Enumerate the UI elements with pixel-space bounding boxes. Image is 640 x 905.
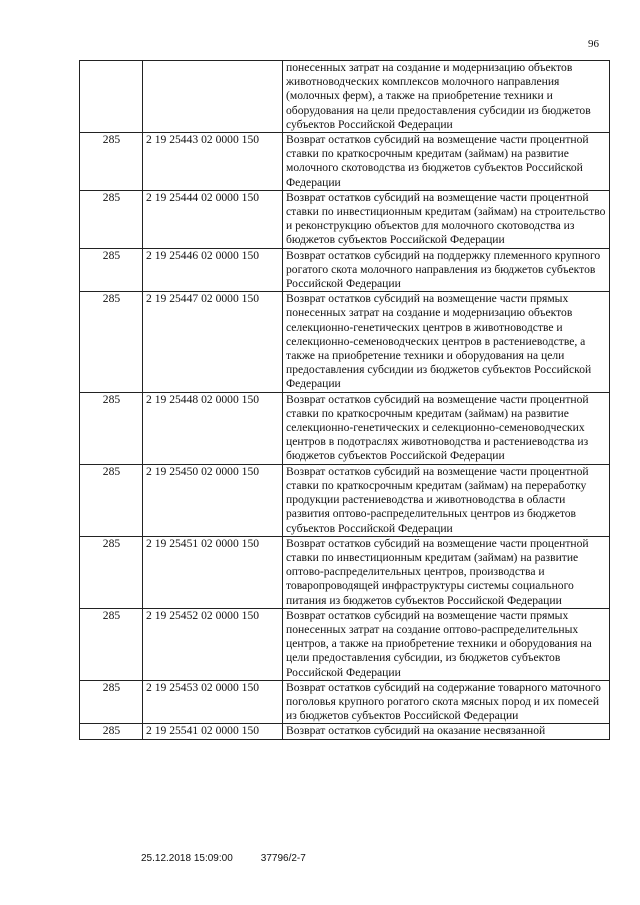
table-row [80, 248, 610, 292]
description-text: Возврат остатков субсидий на содержание товарного маточного поголовья крупного рогатого скота мясных пород и их помесей из бюджетов субъектов Российской Федерации [286, 680, 601, 723]
page-number: 96 [588, 38, 599, 50]
budget-codes-table [79, 60, 610, 740]
admin-code-cell: 285 [80, 248, 143, 292]
admin-code-cell: 285 [80, 133, 143, 191]
admin-code-cell: 285 [80, 680, 143, 724]
description-cell [283, 608, 610, 680]
admin-code-cell: 285 [80, 392, 143, 464]
description-cell [283, 464, 610, 536]
description-text: Возврат остатков субсидий на возмещение части процентной ставки по краткосрочным кредитам (займам) на развитие молочного скотоводства из бюджетов субъектов Российской Федерации [286, 133, 589, 189]
admin-code-cell: 285 [80, 292, 143, 392]
table-row [80, 608, 610, 680]
table-row [80, 680, 610, 724]
table-row [80, 133, 610, 191]
budget-code-cell: 2 19 25451 02 0000 150 [143, 536, 283, 608]
description-cell [283, 724, 610, 739]
budget-code-cell: 2 19 25453 02 0000 150 [143, 680, 283, 724]
table-row [80, 190, 610, 248]
description-cell [283, 61, 610, 133]
admin-code-cell: 285 [80, 464, 143, 536]
budget-code-cell: 2 19 25448 02 0000 150 [143, 392, 283, 464]
description-cell [283, 248, 610, 292]
admin-code-cell: 285 [80, 724, 143, 739]
budget-code-cell: 2 19 25446 02 0000 150 [143, 248, 283, 292]
budget-code-cell: 2 19 25447 02 0000 150 [143, 292, 283, 392]
description-cell [283, 536, 610, 608]
footer [141, 853, 306, 864]
description-cell [283, 133, 610, 191]
table-row [80, 724, 610, 739]
budget-code-cell [143, 61, 283, 133]
budget-code-cell: 2 19 25450 02 0000 150 [143, 464, 283, 536]
description-cell [283, 392, 610, 464]
description-text: Возврат остатков субсидий на возмещение части прямых понесенных затрат на создание оптово-распределительных центров, а также на приобретение техники и оборудования на цели предоставления субсидии, из бюджетов субъектов Российской Федерации [286, 608, 592, 679]
table-row [80, 61, 610, 133]
table-row [80, 392, 610, 464]
description-cell [283, 680, 610, 724]
budget-code-cell: 2 19 25443 02 0000 150 [143, 133, 283, 191]
admin-code-cell: 285 [80, 608, 143, 680]
budget-code-cell: 2 19 25444 02 0000 150 [143, 190, 283, 248]
description-cell [283, 292, 610, 392]
description-text: Возврат остатков субсидий на возмещение части процентной ставки по инвестиционным кредитам (займам) на развитие оптово-распределительных центров, производства и товаропроводящей инфраструктуры системы социального питания из бюджетов субъектов Российской Федерации [286, 536, 589, 607]
description-text: Возврат остатков субсидий на возмещение части процентной ставки по инвестиционным кредитам (займам) на строительство и реконструкцию объектов для молочного скотоводства из бюджетов субъектов Российской Федерации [286, 190, 606, 247]
description-text: Возврат остатков субсидий на возмещение части прямых понесенных затрат на создание и модернизацию объектов селекционно-генетических центров в животноводстве и селекционно-семеноводческих центров в растениеводстве, а также на приобретение техники и оборудования на цели предоставления субсидии из бюджетов субъектов Российской Федерации [286, 292, 592, 391]
table-row [80, 292, 610, 392]
description-text: Возврат остатков субсидий на оказание несвязанной [286, 724, 546, 738]
footer-timestamp: 25.12.2018 15:09:00 [141, 853, 233, 864]
footer-document-id: 37796/2-7 [260, 853, 306, 864]
description-cell [283, 190, 610, 248]
table-row [80, 536, 610, 608]
admin-code-cell: 285 [80, 190, 143, 248]
table-row [80, 464, 610, 536]
description-text: Возврат остатков субсидий на поддержку племенного крупного рогатого скота молочного направления из бюджетов субъектов Российской Федерации [286, 248, 601, 291]
admin-code-cell: 285 [80, 536, 143, 608]
description-text: понесенных затрат на создание и модернизацию объектов животноводческих комплексов молочного направления (молочных ферм), а также на приобретение техники и оборудования на цели предоставления субсидии из бюджетов субъектов Российской Федерации [286, 61, 591, 131]
description-text: Возврат остатков субсидий на возмещение части процентной ставки по краткосрочным кредитам (займам) на развитие селекционно-генетических и селекционно-семеноводческих центров в подотраслях животноводства и растениеводства из бюджетов субъектов Российской Федерации [286, 392, 589, 463]
admin-code-cell [80, 61, 143, 133]
budget-code-cell: 2 19 25452 02 0000 150 [143, 608, 283, 680]
budget-code-cell: 2 19 25541 02 0000 150 [143, 724, 283, 739]
description-text: Возврат остатков субсидий на возмещение части процентной ставки по краткосрочным кредитам (займам) на переработку продукции растениеводства и животноводства в области развития оптово-распределительных центров из бюджетов субъектов Российской Федерации [286, 464, 589, 535]
